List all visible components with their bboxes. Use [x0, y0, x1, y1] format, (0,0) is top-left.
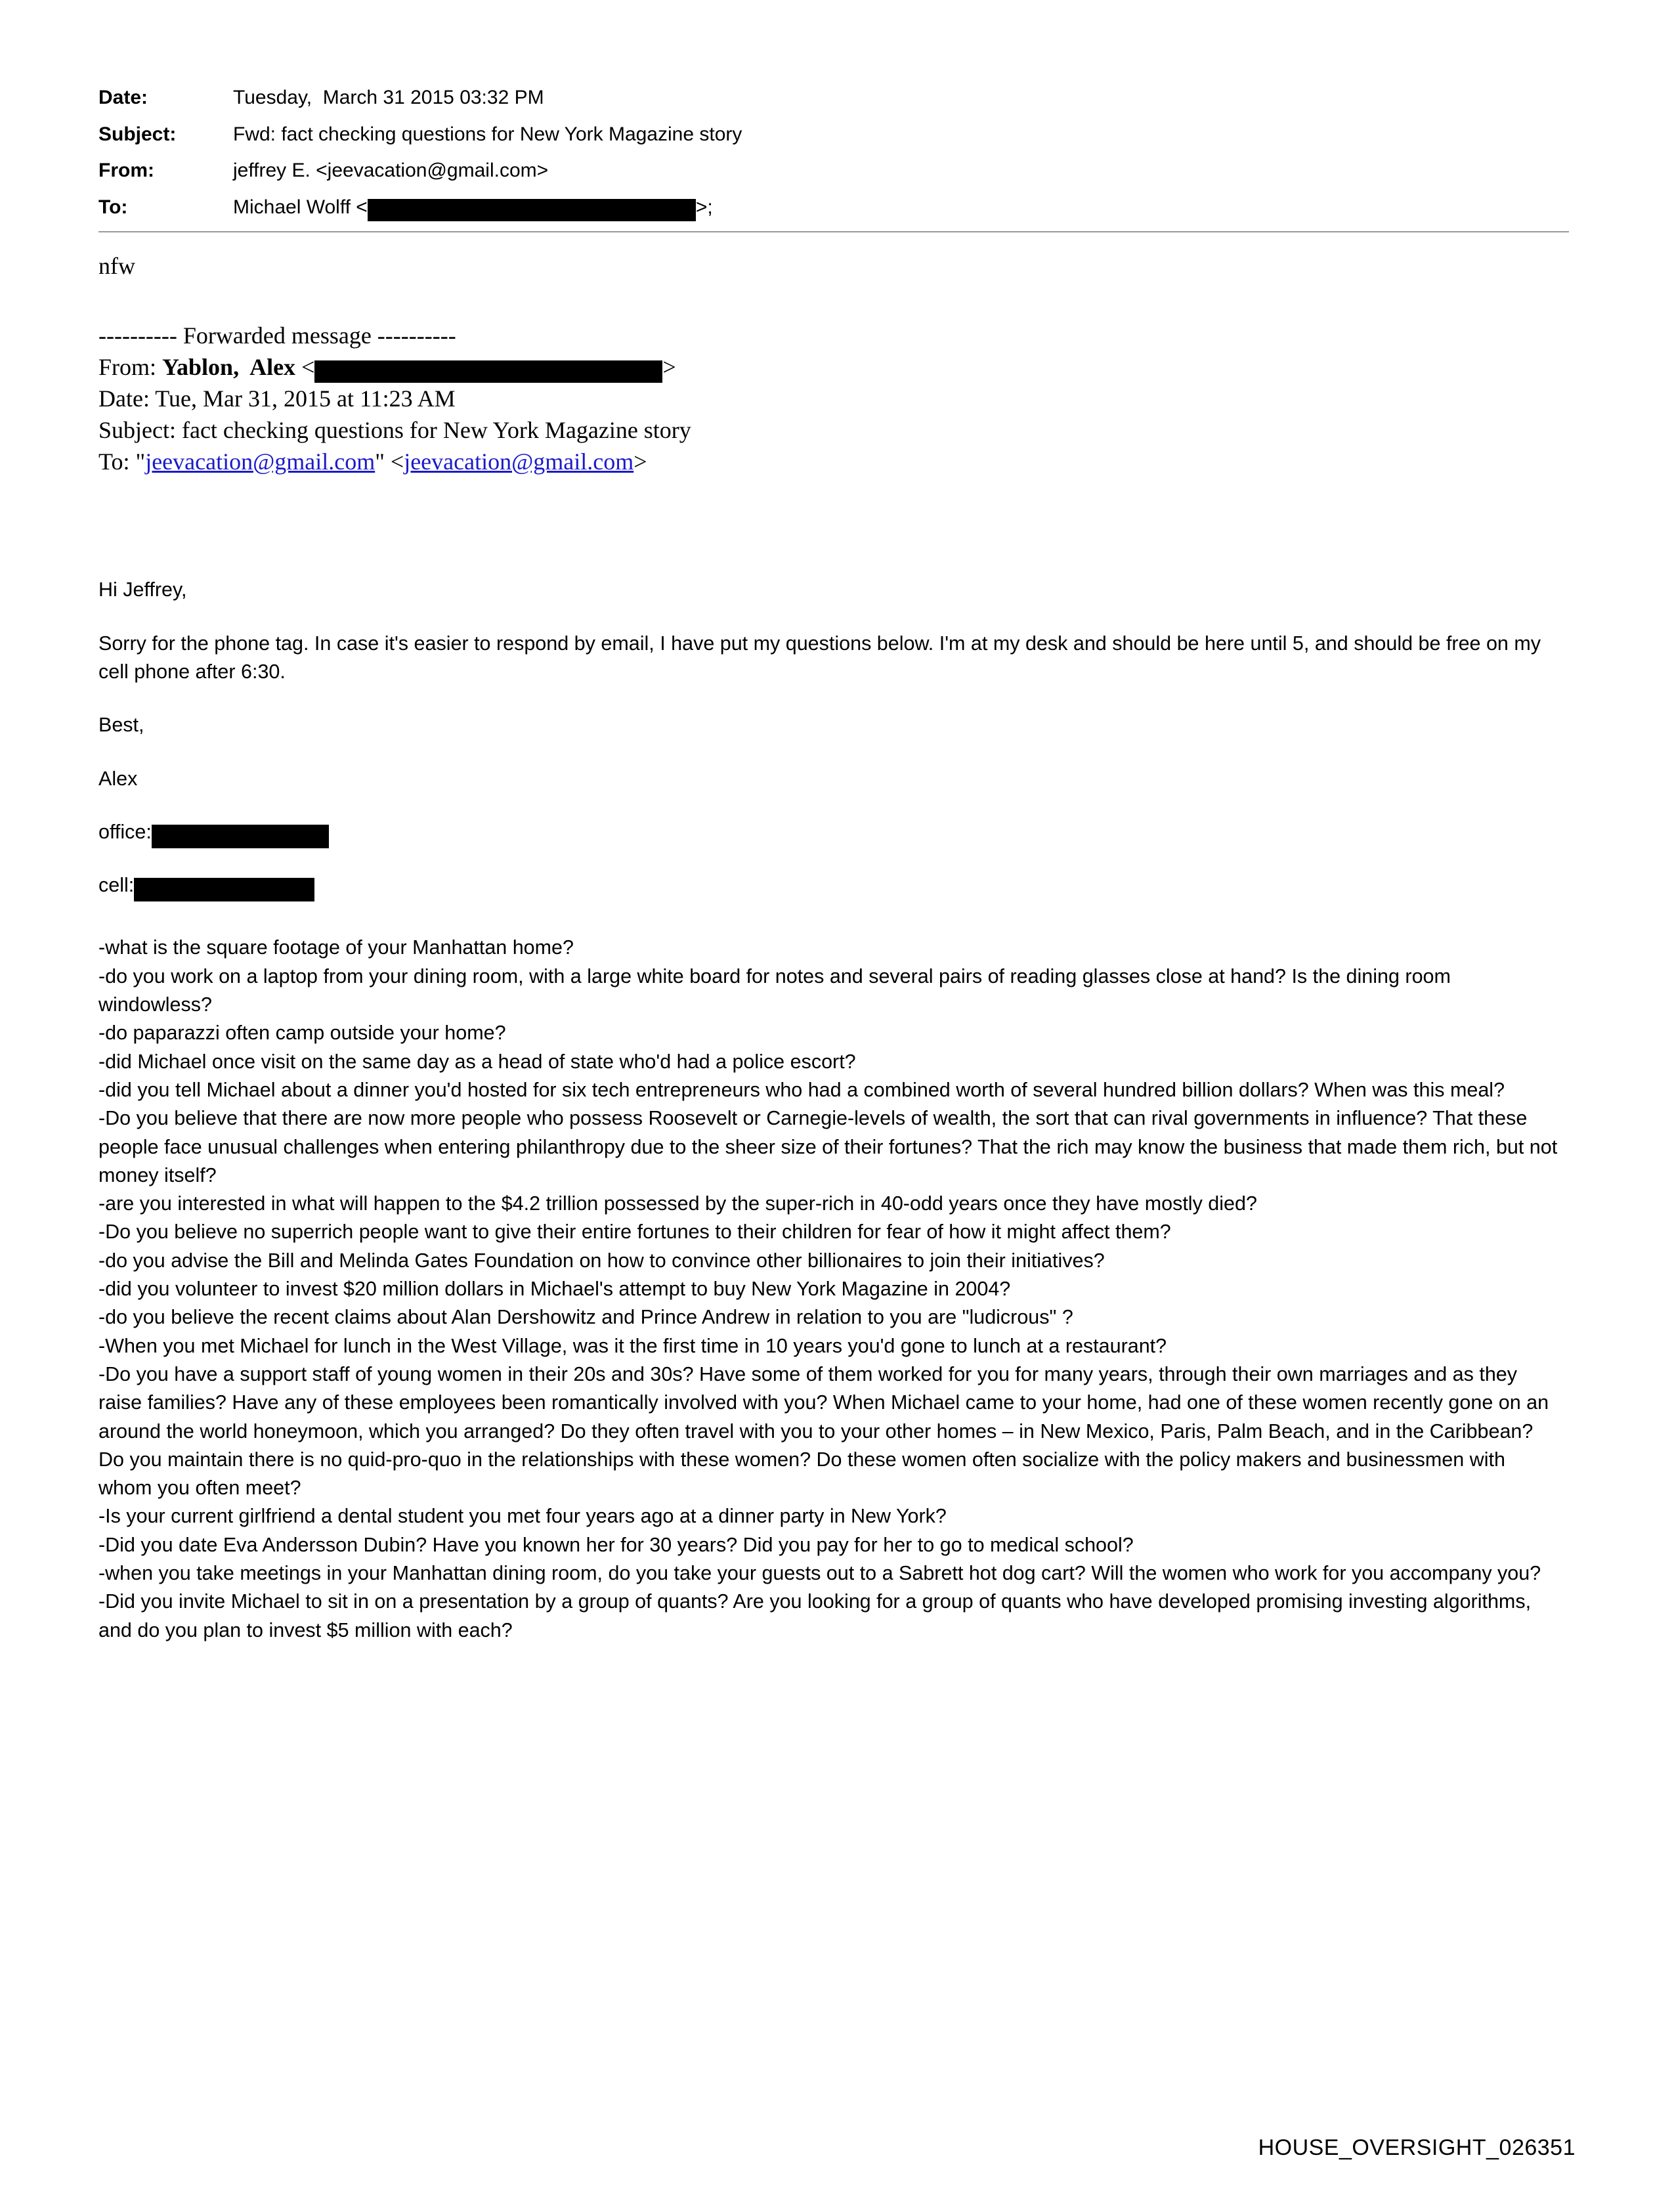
question-item: -Do you believe that there are now more people who possess Roosevelt or Carnegie-levels of wealth, the sort that can rival governments in influence? That these people face unusual challenges when entering philanthropy due to the sheer size of their fortunes? That the rich may know the business that made them rich, but not money itself?: [98, 1107, 1558, 1186]
question-item: -Did you date Eva Andersson Dubin? Have you known her for 30 years? Did you pay for her to go to medical school?: [98, 1533, 1134, 1556]
forwarded-date: Date: Tue, Mar 31, 2015 at 11:23 AM: [98, 385, 456, 412]
date-value: Tuesday, March 31 2015 03:32 PM: [233, 87, 544, 108]
forwarded-from-label: From:: [98, 353, 163, 380]
to-recipient-name: Michael Wolff <: [233, 196, 368, 218]
question-item: -did you volunteer to invest $20 million dollars in Michael's attempt to buy New York Magazine in 2004?: [98, 1278, 1011, 1301]
question-item: -When you met Michael for lunch in the West Village, was it the first time in 10 years you'd gone to lunch at a restaurant?: [98, 1334, 1167, 1357]
header-row-to: [98, 195, 1569, 220]
forwarded-from-close: >: [662, 353, 676, 380]
signature-office: [98, 818, 1562, 846]
redaction-bar-from-email: [314, 360, 662, 383]
email-link-1[interactable]: jeevacation@gmail.com: [145, 448, 376, 475]
forwarded-to-suffix: >: [633, 448, 647, 475]
header-row-from: [98, 158, 1569, 183]
question-item: -did Michael once visit on the same day as a head of state who'd had a police escort?: [98, 1050, 856, 1073]
question-item: -do paparazzi often camp outside your home?: [98, 1022, 506, 1045]
question-item: -do you advise the Bill and Melinda Gates Foundation on how to convince other billionaires to join their initiatives?: [98, 1249, 1105, 1272]
greeting: Hi Jeffrey,: [98, 578, 187, 601]
questions-list: [98, 934, 1562, 1644]
forwarded-to: [98, 446, 1576, 478]
question-item: -do you believe the recent claims about Alan Dershowitz and Prince Andrew in relation to you are "ludicrous" ?: [98, 1306, 1073, 1329]
date-label: Date:: [98, 87, 148, 108]
question-item: -Do you believe no superrich people want to give their entire fortunes to their children for fear of how it might affect them?: [98, 1221, 1171, 1244]
signature-block: [98, 765, 1562, 900]
header-row-date: [98, 85, 1569, 110]
question-item: -what is the square footage of your Manhattan home?: [98, 936, 574, 959]
question-item: -did you tell Michael about a dinner you'd hosted for six tech entrepreneurs who had a combined worth of several hundred billion dollars? When was this meal?: [98, 1078, 1505, 1101]
subject-value: Fwd: fact checking questions for New York Magazine story: [233, 123, 742, 145]
office-label: office:: [98, 820, 152, 843]
email-header: [98, 85, 1569, 232]
signature-cell: [98, 871, 1562, 900]
redaction-bar-cell-phone: [134, 878, 314, 901]
question-item: -do you work on a laptop from your dining room, with a large white board for notes and several pairs of reading glasses close at hand? Is the dining room windowless?: [98, 965, 1451, 1016]
redaction-bar-office-phone: [152, 825, 329, 848]
subject-label: Subject:: [98, 123, 177, 145]
closing: Best,: [98, 714, 144, 737]
question-item: -are you interested in what will happen to the $4.2 trillion possessed by the super-rich in 40-odd years once they have mostly died?: [98, 1192, 1257, 1215]
header-divider: [98, 231, 1569, 232]
forwarded-message-header: [98, 320, 1576, 477]
redaction-bar-to-email: [368, 199, 696, 221]
to-value: [233, 195, 713, 220]
forwarded-from: [98, 352, 1576, 383]
to-value-suffix: >;: [695, 196, 713, 218]
to-label: To:: [98, 196, 128, 218]
question-item: -Is your current girlfriend a dental student you met four years ago at a dinner party in New York?: [98, 1505, 947, 1528]
question-item: -Do you have a support staff of young women in their 20s and 30s? Have some of them worked for you for many years, through their own marriages and as they raise families? Have any of these employees been romantically involved with you? When Michael came to your home, had one of these women recently gone on an around the world honeymoon, which you arranged? Do they often travel with you to your other homes – in New Mexico, Paris, Palm Beach, and in the Caribbean? Do you maintain there is no quid-pro-quo in the relationships with these women? Do these women often socialize with the policy makers and businessmen with whom you often meet?: [98, 1362, 1549, 1500]
forwarded-from-open: <: [295, 353, 315, 380]
question-item: -Did you invite Michael to sit in on a presentation by a group of quants? Are you looking for a group of quants who have developed promising investing algorithms, and do you plan to invest $5 million with each?: [98, 1590, 1532, 1641]
body-paragraph-1: Sorry for the phone tag. In case it's easier to respond by email, I have put my questions below. I'm at my desk and should be here until 5, and should be free on my cell phone after 6:30.: [98, 632, 1541, 683]
message-body: [98, 576, 1562, 1645]
forwarded-to-mid: " <: [375, 448, 404, 475]
forwarded-to-prefix: To: ": [98, 448, 146, 475]
header-row-subject: [98, 122, 1569, 147]
from-value: jeffrey E. <jeevacation@gmail.com>: [233, 160, 549, 181]
note-text: nfw: [98, 253, 135, 279]
forwarded-subject: Subject: fact checking questions for New York Magazine story: [98, 416, 691, 443]
from-label: From:: [98, 160, 154, 181]
signature-name: Alex: [98, 767, 138, 790]
email-link-2[interactable]: jeevacation@gmail.com: [404, 448, 634, 475]
cell-label: cell:: [98, 874, 135, 897]
question-item: -when you take meetings in your Manhattan dining room, do you take your guests out to a Sabrett hot dog cart? Will the women who work for you accompany you?: [98, 1561, 1541, 1584]
bates-stamp: HOUSE_OVERSIGHT_026351: [1258, 2135, 1576, 2160]
forwarded-separator: ---------- Forwarded message ----------: [98, 322, 456, 349]
forwarded-from-name: Yablon, Alex: [162, 353, 296, 380]
